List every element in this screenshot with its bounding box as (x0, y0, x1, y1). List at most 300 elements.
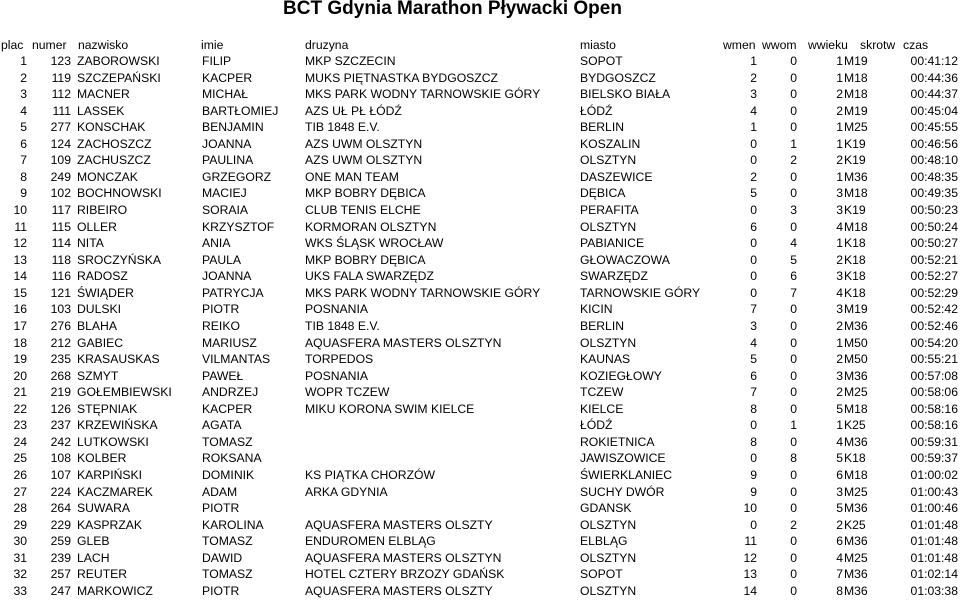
cell-miasto: TCZEW (580, 385, 624, 400)
cell-miasto: KOZIEGŁOWY (580, 368, 662, 383)
cell-skrotw: K18 (844, 451, 866, 466)
cell-miasto: DASZEWICE (580, 169, 653, 184)
table-row (0, 53, 960, 70)
cell-czas: 00:48:10 (910, 153, 958, 168)
header-miasto: miasto (580, 38, 616, 52)
header-wwieku: wwieku (808, 38, 848, 52)
cell-nazwisko: NITA (77, 236, 104, 251)
cell-wwieku: 3 (836, 269, 843, 284)
cell-plac: 31 (13, 550, 27, 565)
cell-wwom: 0 (790, 550, 797, 565)
cell-nazwisko: LUTKOWSKI (77, 434, 149, 449)
cell-czas: 00:50:24 (910, 219, 958, 234)
cell-czas: 00:52:21 (910, 252, 958, 267)
cell-nazwisko: MONCZAK (77, 169, 138, 184)
cell-miasto: BERLIN (580, 318, 625, 333)
cell-plac: 13 (13, 252, 27, 267)
cell-druzyna: MKP BOBRY DĘBICA (305, 186, 426, 201)
cell-wwom: 1 (790, 418, 797, 433)
cell-skrotw: M18 (844, 186, 868, 201)
cell-czas: 01:00:43 (910, 484, 958, 499)
cell-nazwisko: KRASAUSKAS (77, 352, 160, 367)
table-row (0, 566, 960, 583)
cell-numer: 264 (50, 501, 71, 516)
table-row (0, 417, 960, 434)
cell-druzyna: MKP SZCZECIN (305, 54, 396, 68)
cell-imie: PIOTR (202, 302, 240, 317)
cell-wwom: 0 (790, 87, 797, 102)
cell-skrotw: K18 (844, 236, 866, 251)
cell-skrotw: M36 (844, 169, 868, 184)
cell-czas: 00:52:29 (910, 285, 958, 300)
cell-skrotw: M19 (844, 103, 868, 118)
cell-miasto: BYDGOSZCZ (580, 70, 656, 85)
cell-nazwisko: LASSEK (77, 103, 125, 118)
cell-wmen: 0 (750, 153, 757, 168)
cell-numer: 224 (50, 484, 71, 499)
cell-imie: MARIUSZ (202, 335, 257, 350)
cell-miasto: GDANSK (580, 501, 632, 516)
cell-czas: 01:02:14 (910, 567, 958, 582)
cell-imie: PIOTR (202, 501, 240, 516)
cell-wwieku: 5 (836, 401, 843, 416)
cell-skrotw: K18 (844, 252, 866, 267)
cell-czas: 00:44:37 (910, 87, 958, 102)
cell-numer: 276 (50, 318, 71, 333)
cell-plac: 20 (13, 368, 27, 383)
cell-plac: 14 (13, 269, 27, 284)
cell-druzyna: MIKU KORONA SWIM KIELCE (305, 401, 475, 416)
cell-nazwisko: KONSCHAK (77, 120, 146, 135)
cell-wwom: 0 (790, 401, 797, 416)
cell-plac: 22 (13, 401, 27, 416)
cell-miasto: SUCHY DWÓR (580, 484, 665, 499)
cell-czas: 01:00:46 (910, 501, 958, 516)
cell-wwom: 0 (790, 70, 797, 85)
cell-skrotw: M25 (844, 550, 868, 565)
cell-czas: 00:50:27 (910, 236, 958, 251)
cell-plac: 12 (13, 236, 27, 251)
cell-nazwisko: LACH (77, 550, 110, 565)
cell-miasto: BIELSKO BIAŁA (580, 87, 671, 102)
cell-wwom: 2 (790, 153, 797, 168)
cell-druzyna: TORPEDOS (305, 352, 374, 367)
cell-imie: GRZEGORZ (202, 169, 272, 184)
cell-numer: 119 (51, 70, 71, 85)
table-row (0, 219, 960, 236)
cell-miasto: OLSZTYN (580, 335, 637, 350)
table-row (0, 235, 960, 252)
cell-imie: ROKSANA (202, 451, 262, 466)
cell-miasto: SWARZĘDZ (580, 269, 648, 284)
cell-wmen: 9 (750, 468, 757, 482)
cell-miasto: KAUNAS (580, 352, 631, 367)
cell-imie: TOMASZ (202, 534, 253, 549)
header-imie: imie (201, 38, 224, 52)
cell-imie: ADAM (202, 484, 238, 499)
cell-druzyna: MKS PARK WODNY TARNOWSKIE GÓRY (305, 87, 541, 102)
table-header (0, 37, 960, 54)
cell-plac: 25 (13, 451, 27, 466)
cell-imie: TOMASZ (202, 567, 253, 582)
cell-wwieku: 7 (836, 567, 843, 582)
cell-wmen: 0 (750, 203, 757, 218)
cell-skrotw: K19 (844, 136, 866, 151)
cell-wmen: 0 (750, 451, 757, 466)
cell-wwieku: 1 (836, 54, 843, 68)
table-row (0, 517, 960, 534)
table-row (0, 103, 960, 120)
cell-numer: 259 (50, 534, 71, 549)
cell-nazwisko: REUTER (77, 567, 128, 582)
cell-plac: 33 (13, 583, 27, 598)
cell-skrotw: M36 (844, 534, 868, 549)
cell-wmen: 3 (750, 87, 757, 102)
cell-numer: 118 (51, 252, 71, 267)
cell-wwieku: 1 (836, 136, 843, 151)
cell-nazwisko: RADOSZ (77, 269, 128, 284)
cell-wmen: 11 (744, 534, 757, 549)
cell-nazwisko: SZCZEPAŃSKI (77, 70, 161, 85)
cell-czas: 01:01:48 (910, 517, 958, 532)
cell-miasto: OLSZTYN (580, 550, 637, 565)
cell-numer: 115 (51, 219, 71, 234)
cell-numer: 242 (50, 434, 71, 449)
cell-druzyna: KORMORAN OLSZTYN (305, 219, 437, 234)
page-title: BCT Gdynia Marathon Pływacki Open (283, 0, 622, 19)
cell-skrotw: M25 (844, 385, 868, 400)
cell-wwom: 0 (790, 120, 797, 135)
cell-nazwisko: RIBEIRO (77, 203, 128, 218)
cell-numer: 102 (50, 186, 71, 201)
table-row (0, 500, 960, 517)
cell-druzyna: AZS UWM OLSZTYN (305, 136, 423, 151)
cell-miasto: OLSZTYN (580, 153, 637, 168)
cell-wwom: 0 (790, 385, 797, 400)
cell-czas: 00:55:21 (910, 352, 958, 367)
cell-wwieku: 1 (836, 418, 843, 433)
cell-wmen: 2 (750, 169, 757, 184)
cell-wmen: 1 (750, 54, 757, 68)
cell-druzyna: AZS UŁ PŁ ŁÓDŹ (305, 103, 402, 118)
cell-czas: 00:48:35 (910, 169, 958, 184)
table-row (0, 152, 960, 169)
cell-druzyna: KS PIĄTKA CHORZÓW (305, 468, 436, 482)
cell-druzyna: POSNANIA (305, 302, 368, 317)
table-row (0, 169, 960, 186)
table-row (0, 533, 960, 550)
cell-wwom: 3 (790, 203, 797, 218)
cell-numer: 117 (51, 203, 71, 218)
table-row (0, 70, 960, 87)
cell-czas: 00:44:36 (910, 70, 958, 85)
table-row (0, 368, 960, 385)
cell-numer: 109 (50, 153, 71, 168)
cell-wwom: 0 (790, 335, 797, 350)
cell-wmen: 0 (750, 517, 757, 532)
cell-wwieku: 1 (836, 70, 843, 85)
cell-wwieku: 8 (836, 583, 843, 598)
cell-nazwisko: ŚWIĄDER (77, 285, 134, 300)
cell-wwom: 1 (790, 136, 797, 151)
cell-wwieku: 5 (836, 501, 843, 516)
header-czas: czas (903, 38, 929, 52)
cell-wwieku: 2 (836, 352, 843, 367)
table-row (0, 583, 960, 600)
cell-plac: 15 (13, 285, 27, 300)
cell-wwom: 8 (790, 451, 797, 466)
cell-miasto: BERLIN (580, 120, 625, 135)
cell-wwom: 0 (790, 169, 797, 184)
cell-miasto: GŁOWACZOWA (580, 252, 670, 267)
cell-imie: FILIP (202, 54, 232, 68)
cell-skrotw: M25 (844, 484, 868, 499)
cell-wwom: 7 (790, 285, 797, 300)
cell-wwieku: 3 (836, 368, 843, 383)
cell-plac: 9 (20, 186, 27, 201)
cell-plac: 29 (13, 517, 27, 532)
cell-nazwisko: KRZEWIŃSKA (77, 418, 158, 433)
cell-skrotw: K18 (844, 269, 866, 284)
cell-wwieku: 1 (836, 120, 843, 135)
cell-czas: 00:57:08 (910, 368, 958, 383)
cell-druzyna: POSNANIA (305, 368, 368, 383)
cell-numer: 235 (50, 352, 71, 367)
cell-miasto: ELBLĄG (580, 534, 628, 549)
cell-numer: 126 (50, 401, 71, 416)
cell-miasto: ŁÓDŹ (580, 103, 613, 118)
cell-imie: PIOTR (202, 583, 240, 598)
cell-wwom: 0 (790, 501, 797, 516)
table-row (0, 434, 960, 451)
cell-wwom: 0 (790, 54, 797, 68)
cell-wmen: 3 (750, 318, 757, 333)
cell-druzyna: AQUASFERA MASTERS OLSZTYN (305, 550, 502, 565)
cell-miasto: PERAFITA (580, 203, 639, 218)
cell-imie: REIKO (202, 318, 240, 333)
cell-wwieku: 2 (836, 517, 843, 532)
cell-nazwisko: MARKOWICZ (77, 583, 153, 598)
cell-skrotw: M36 (844, 368, 868, 383)
cell-wmen: 0 (750, 269, 757, 284)
cell-miasto: SOPOT (580, 54, 623, 68)
table-row (0, 550, 960, 567)
cell-skrotw: M18 (844, 70, 868, 85)
cell-wwom: 0 (790, 186, 797, 201)
cell-wwom: 2 (790, 517, 797, 532)
cell-czas: 01:01:48 (910, 550, 958, 565)
cell-nazwisko: MACNER (77, 87, 130, 102)
cell-czas: 00:54:20 (910, 335, 958, 350)
header-druzyna: druzyna (305, 38, 349, 52)
cell-wwieku: 6 (836, 468, 843, 482)
cell-plac: 1 (20, 54, 27, 68)
table-row (0, 185, 960, 202)
table-row (0, 401, 960, 418)
cell-nazwisko: SZMYT (77, 368, 119, 383)
header-wwom: wwom (762, 38, 797, 52)
cell-wmen: 5 (750, 186, 757, 201)
table-row (0, 86, 960, 103)
cell-miasto: DĘBICA (580, 186, 626, 201)
cell-wwom: 0 (790, 352, 797, 367)
cell-skrotw: M18 (844, 401, 868, 416)
cell-numer: 103 (50, 302, 71, 317)
cell-miasto: OLSZTYN (580, 517, 637, 532)
cell-wwieku: 4 (836, 219, 843, 234)
cell-skrotw: K18 (844, 285, 866, 300)
cell-wwieku: 2 (836, 87, 843, 102)
cell-nazwisko: SUWARA (77, 501, 131, 516)
table-row (0, 335, 960, 352)
cell-wmen: 8 (750, 401, 757, 416)
cell-imie: JOANNA (202, 269, 252, 284)
cell-druzyna: HOTEL CZTERY BRZOZY GDAŃSK (305, 567, 505, 582)
cell-wwieku: 6 (836, 534, 843, 549)
cell-druzyna: MUKS PIĘTNASTKA BYDGOSZCZ (305, 70, 498, 85)
cell-imie: MICHAŁ (202, 87, 249, 102)
cell-druzyna: ARKA GDYNIA (305, 484, 388, 499)
cell-plac: 21 (13, 385, 27, 400)
cell-plac: 32 (13, 567, 27, 582)
cell-miasto: KICIN (580, 302, 613, 317)
cell-plac: 2 (20, 70, 27, 85)
cell-czas: 00:58:06 (910, 385, 958, 400)
cell-imie: ANDRZEJ (202, 385, 259, 400)
cell-czas: 00:58:16 (910, 401, 958, 416)
cell-numer: 114 (51, 236, 71, 251)
cell-plac: 5 (20, 120, 27, 135)
cell-miasto: OLSZTYN (580, 583, 637, 598)
cell-skrotw: M36 (844, 567, 868, 582)
cell-wmen: 0 (750, 252, 757, 267)
cell-nazwisko: STĘPNIAK (77, 401, 138, 416)
cell-druzyna: UKS FALA SWARZĘDZ (305, 269, 434, 284)
cell-wwieku: 2 (836, 153, 843, 168)
cell-wwom: 0 (790, 103, 797, 118)
cell-druzyna: TIB 1848 E.V. (305, 318, 380, 333)
cell-imie: SORAIA (202, 203, 249, 218)
cell-miasto: KOSZALIN (580, 136, 641, 151)
cell-imie: KAROLINA (202, 517, 264, 532)
cell-plac: 7 (20, 153, 27, 168)
cell-wwom: 0 (790, 484, 797, 499)
cell-nazwisko: DULSKI (77, 302, 122, 317)
cell-numer: 108 (50, 451, 71, 466)
cell-skrotw: M18 (844, 87, 868, 102)
cell-druzyna: AZS UWM OLSZTYN (305, 153, 423, 168)
table-row (0, 450, 960, 467)
cell-wmen: 13 (743, 567, 757, 582)
cell-wmen: 12 (743, 550, 757, 565)
cell-plac: 19 (13, 352, 27, 367)
table-row (0, 252, 960, 269)
cell-numer: 124 (50, 136, 71, 151)
header-numer: numer (32, 38, 67, 52)
cell-druzyna: ENDUROMEN ELBLĄG (305, 534, 436, 549)
cell-plac: 4 (20, 103, 27, 118)
cell-nazwisko: SROCZYŃSKA (77, 252, 161, 267)
cell-plac: 27 (13, 484, 27, 499)
cell-imie: AGATA (202, 418, 242, 433)
cell-czas: 00:50:23 (910, 203, 958, 218)
cell-wwom: 0 (790, 534, 797, 549)
cell-wwieku: 2 (836, 103, 843, 118)
cell-imie: BARTŁOMIEJ (202, 103, 279, 118)
cell-wwom: 0 (790, 368, 797, 383)
cell-wwieku: 1 (836, 236, 843, 251)
cell-imie: TOMASZ (202, 434, 253, 449)
cell-skrotw: M36 (844, 583, 868, 598)
cell-wmen: 6 (750, 368, 757, 383)
cell-skrotw: M36 (844, 501, 868, 516)
cell-wwieku: 3 (836, 484, 843, 499)
cell-numer: 268 (50, 368, 71, 383)
cell-imie: KRZYSZTOF (202, 219, 275, 234)
cell-wmen: 1 (750, 120, 757, 135)
cell-wwieku: 5 (836, 451, 843, 466)
cell-miasto: JAWISZOWICE (580, 451, 666, 466)
cell-imie: KACPER (202, 401, 253, 416)
cell-skrotw: M18 (844, 219, 868, 234)
table-row (0, 484, 960, 501)
cell-czas: 01:00:02 (910, 468, 958, 482)
cell-numer: 107 (50, 468, 71, 482)
cell-wmen: 14 (743, 583, 757, 598)
table-row (0, 119, 960, 136)
cell-imie: PAULINA (202, 153, 254, 168)
cell-wmen: 5 (750, 352, 757, 367)
cell-wwom: 0 (790, 468, 797, 482)
cell-numer: 237 (50, 418, 71, 433)
cell-nazwisko: KASPRZAK (77, 517, 143, 532)
cell-nazwisko: GABIEC (77, 335, 124, 350)
cell-skrotw: M36 (844, 434, 868, 449)
cell-czas: 00:45:55 (910, 120, 958, 135)
cell-miasto: OLSZTYN (580, 219, 637, 234)
cell-skrotw: K19 (844, 153, 866, 168)
cell-skrotw: M50 (844, 352, 868, 367)
cell-wmen: 7 (750, 385, 757, 400)
cell-numer: 121 (50, 285, 71, 300)
cell-plac: 28 (13, 501, 27, 516)
cell-czas: 00:58:16 (910, 418, 958, 433)
cell-nazwisko: GOŁEMBIEWSKI (77, 385, 172, 400)
cell-wmen: 6 (750, 219, 757, 234)
cell-numer: 212 (50, 335, 71, 350)
cell-wwieku: 3 (836, 186, 843, 201)
cell-imie: DAWID (202, 550, 243, 565)
cell-druzyna: AQUASFERA MASTERS OLSZTYN (305, 335, 502, 350)
header-wmen: wmen (723, 38, 756, 52)
cell-wwieku: 4 (836, 434, 843, 449)
cell-nazwisko: ZABOROWSKI (77, 54, 160, 68)
header-nazwisko: nazwisko (78, 38, 129, 52)
cell-wwom: 0 (790, 567, 797, 582)
cell-skrotw: M36 (844, 318, 868, 333)
cell-nazwisko: KOLBER (77, 451, 127, 466)
cell-wwieku: 2 (836, 318, 843, 333)
cell-plac: 24 (13, 434, 27, 449)
cell-numer: 257 (50, 567, 71, 582)
cell-wwom: 0 (790, 318, 797, 333)
cell-miasto: ŁÓDŹ (580, 418, 613, 433)
cell-miasto: TARNOWSKIE GÓRY (580, 285, 701, 300)
cell-plac: 18 (13, 335, 27, 350)
cell-imie: PATRYCJA (202, 285, 264, 300)
cell-nazwisko: BOCHNOWSKI (77, 186, 162, 201)
header-skrotw: skrotw (860, 38, 896, 52)
